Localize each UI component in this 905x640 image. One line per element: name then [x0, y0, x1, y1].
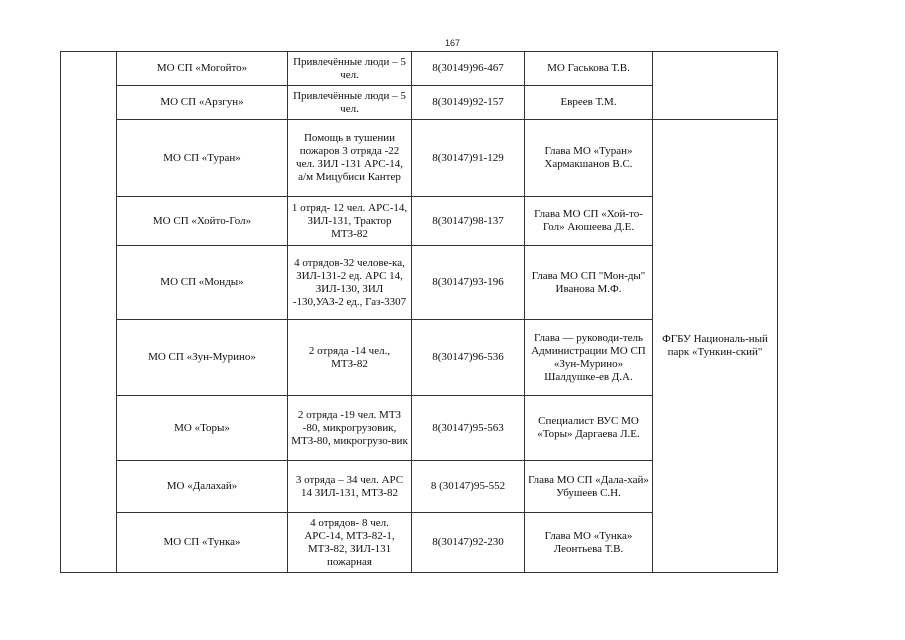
phone-cell: 8(30147)93-196	[412, 246, 525, 320]
phone-cell: 8 (30147)95-552	[412, 461, 525, 513]
contact-cell: МО Гаськова Т.В.	[525, 52, 653, 86]
table-row	[61, 120, 778, 197]
municipality-cell: МО «Торы»	[117, 396, 288, 461]
municipality-cell: МО СП «Хойто-Гол»	[117, 197, 288, 246]
phone-cell: 8(30147)92-230	[412, 513, 525, 573]
municipality-cell: МО СП «Арзгун»	[117, 86, 288, 120]
phone-cell: 8(30149)92-157	[412, 86, 525, 120]
phone-cell: 8(30147)91-129	[412, 120, 525, 197]
contact-cell: Специалист ВУС МО «Торы» Даргаева Л.Е.	[525, 396, 653, 461]
contact-cell: Евреев Т.М.	[525, 86, 653, 120]
contact-cell: Глава МО СП «Хой-то-Гол» Аюшеева Д.Е.	[525, 197, 653, 246]
forces-cell: 3 отряда – 34 чел. АРС 14 ЗИЛ-131, МТЗ-82	[288, 461, 412, 513]
forces-cell: 1 отряд- 12 чел. АРС-14, ЗИЛ-131, Трактор МТЗ-82	[288, 197, 412, 246]
municipality-cell: МО СП «Могойто»	[117, 52, 288, 86]
contact-cell: Глава МО «Туран» Хармакшанов В.С.	[525, 120, 653, 197]
forces-cell: Привлечённые люди – 5 чел.	[288, 86, 412, 120]
phone-cell: 8(30147)98-137	[412, 197, 525, 246]
phone-cell: 8(30147)96-536	[412, 320, 525, 396]
contact-cell: Глава — руководи-тель Администрации МО СП «Зун-Мурино» Шалдушке-ев Д.А.	[525, 320, 653, 396]
municipality-cell: МО «Далахай»	[117, 461, 288, 513]
phone-cell: 8(30149)96-467	[412, 52, 525, 86]
forces-cell: 2 отряда -14 чел., МТЗ-82	[288, 320, 412, 396]
municipality-fire-resources-table	[60, 51, 778, 573]
phone-cell: 8(30147)95-563	[412, 396, 525, 461]
contact-cell: Глава МО «Тунка» Леонтьева Т.В.	[525, 513, 653, 573]
municipality-cell: МО СП «Монды»	[117, 246, 288, 320]
empty-organization-cell	[653, 52, 778, 120]
contact-cell: Глава МО СП «Дала-хай» Убушеев С.Н.	[525, 461, 653, 513]
organization-group-cell: ФГБУ Националь-ный парк «Тункин-ский"	[653, 120, 778, 573]
forces-cell: Помощь в тушении пожаров 3 отряда -22 чел. ЗИЛ -131 АРС-14, а/м Мицубиси Кантер	[288, 120, 412, 197]
leading-empty-column	[61, 52, 117, 573]
page-number: 167	[444, 38, 461, 48]
municipality-cell: МО СП «Зун-Мурино»	[117, 320, 288, 396]
municipality-cell: МО СП «Тунка»	[117, 513, 288, 573]
forces-cell: 4 отрядов-32 челове-ка, ЗИЛ-131-2 ед. АРС 14, ЗИЛ-130, ЗИЛ -130,УАЗ-2 ед., Газ-3307	[288, 246, 412, 320]
forces-cell: Привлечённые люди – 5 чел.	[288, 52, 412, 86]
forces-cell: 4 отрядов- 8 чел. АРС-14, МТЗ-82-1, МТЗ-82, ЗИЛ-131 пожарная	[288, 513, 412, 573]
table-row	[61, 52, 778, 86]
municipality-cell: МО СП «Туран»	[117, 120, 288, 197]
contact-cell: Глава МО СП "Мон-ды" Иванова М.Ф.	[525, 246, 653, 320]
forces-cell: 2 отряда -19 чел. МТЗ -80, микрогрузовик, МТЗ-80, микрогрузо-вик	[288, 396, 412, 461]
